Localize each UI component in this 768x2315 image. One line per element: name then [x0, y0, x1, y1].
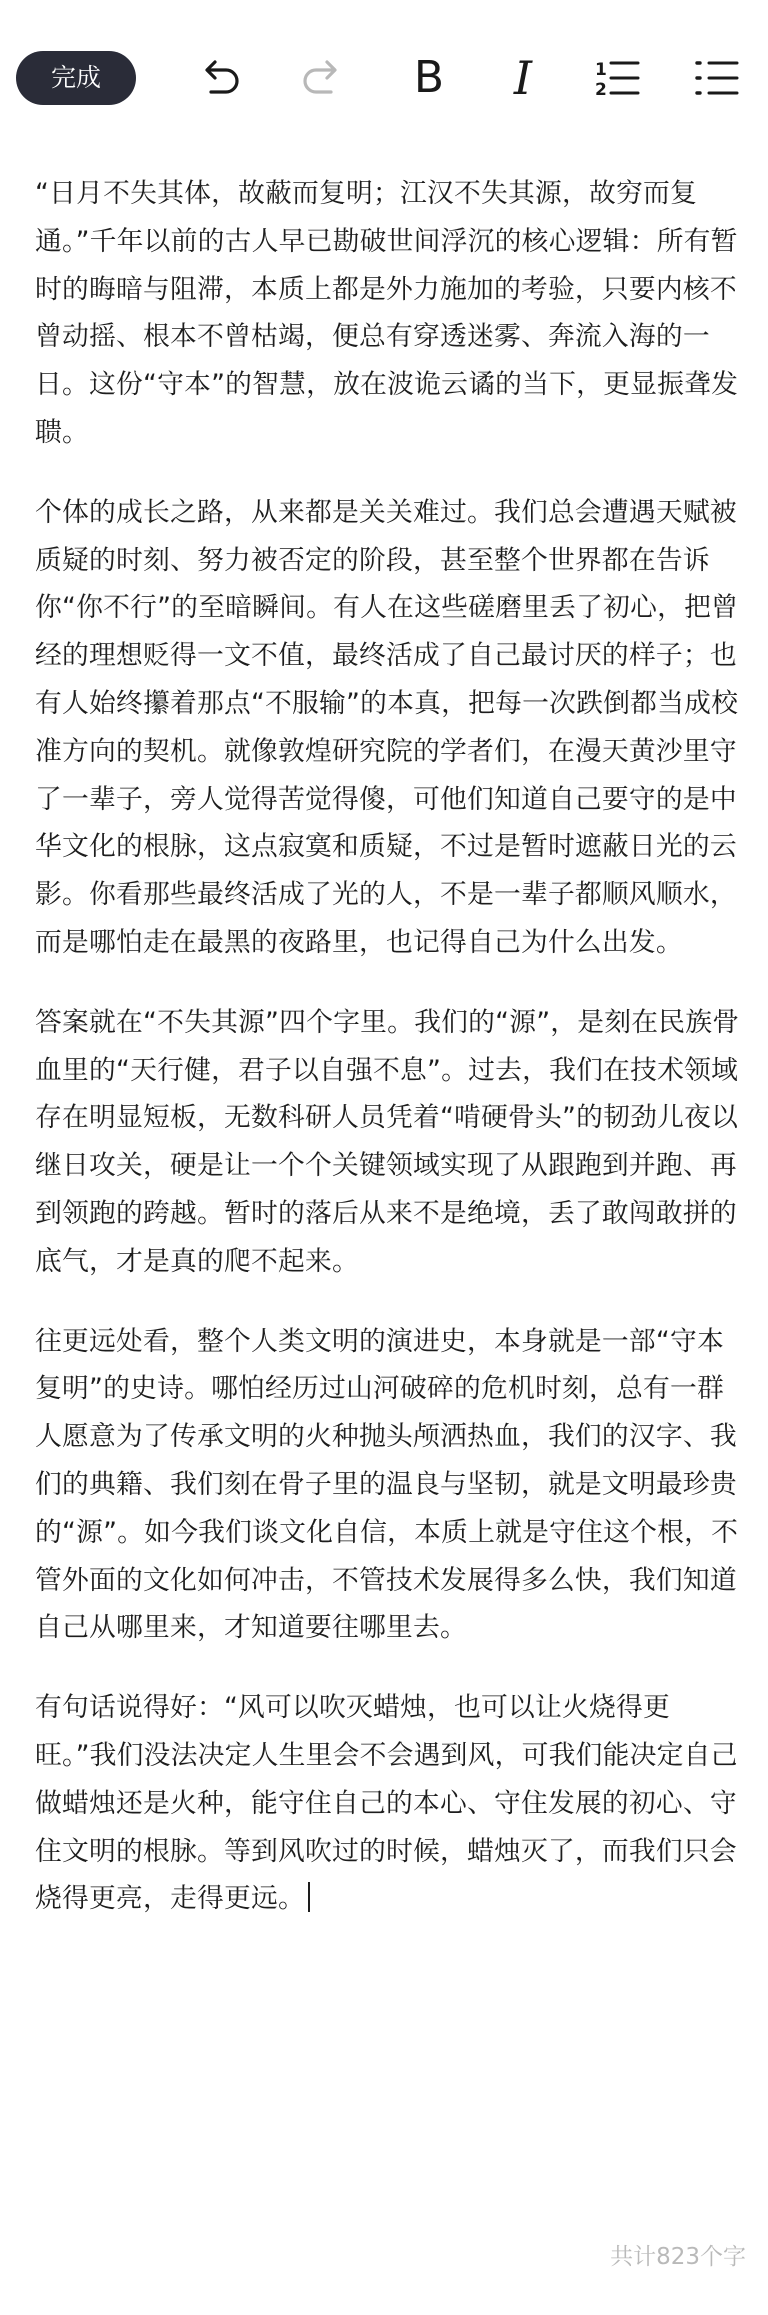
paragraph-5[interactable] [35, 1684, 747, 1923]
bold-icon: B [413, 52, 445, 103]
redo-icon [297, 56, 341, 100]
italic-button[interactable] [497, 52, 549, 104]
paragraph-1[interactable]: “日月不失其体，故蔽而复明；江汉不失其源，故穷而复通。”千年以前的古人早已勘破世间浮沉的核心逻辑：所有暂时的晦暗与阻滞，本质上都是外力施加的考验，只要内核不曾动摇、根本不曾枯竭，便总有穿透迷雾、奔流入海的一日。这份“守本”的智慧，放在波诡云谲的当下，更显振聋发聩。 [35, 178, 739, 448]
bullet-list-button[interactable] [690, 52, 742, 104]
bold-button[interactable] [403, 52, 455, 104]
word-count: 共计823个字 [610, 2244, 746, 2270]
svg-text:1: 1 [595, 60, 607, 80]
undo-icon [201, 56, 245, 100]
paragraph-4[interactable]: 往更远处看，整个人类文明的演进史，本身就是一部“守本复明”的史诗。哪怕经历过山河破碎的危机时刻，总有一群人愿意为了传承文明的火种抛头颅洒热血，我们的汉字、我们的典籍、我们刻在骨子里的温良与坚韧，就是文明最珍贵的“源”。如今我们谈文化自信，本质上就是守住这个根，不管外面的文化如何冲击，不管技术发展得多么快，我们知道自己从哪里来，才知道要往哪里去。 [35, 1325, 739, 1644]
ordered-list-icon [593, 56, 641, 100]
done-button[interactable]: 完成 [16, 51, 136, 105]
editor-toolbar [0, 0, 768, 150]
redo-button[interactable] [293, 52, 345, 104]
paragraph-5-text: 有句话说得好：“风可以吹灭蜡烛，也可以让火烧得更旺。”我们没法决定人生里会不会遇到风，可我们能决定自己做蜡烛还是火种，能守住自己的本心、守住发展的初心、守住文明的根脉。等到风吹过的时候，蜡烛灭了，而我们只会烧得更亮，走得更远。 [35, 1692, 738, 1915]
bullet-list-icon [692, 56, 740, 100]
italic-icon: I [513, 51, 533, 105]
svg-text:2: 2 [595, 80, 607, 100]
text-cursor [308, 1882, 310, 1912]
undo-button[interactable] [197, 52, 249, 104]
paragraph-2[interactable]: 个体的成长之路，从来都是关关难过。我们总会遭遇天赋被质疑的时刻、努力被否定的阶段，甚至整个世界都在告诉你“你不行”的至暗瞬间。有人在这些磋磨里丢了初心，把曾经的理想贬得一文不值，最终活成了自己最讨厌的样子；也有人始终攥着那点“不服输”的本真，把每一次跌倒都当成校准方向的契机。就像敦煌研究院的学者们，在漫天黄沙里守了一辈子，旁人觉得苦觉得傻，可他们知道自己要守的是中华文化的根脉，这点寂寞和质疑，不过是暂时遮蔽日光的云影。你看那些最终活成了光的人，不是一辈子都顺风顺水，而是哪怕走在最黑的夜路里，也记得自己为什么出发。 [35, 496, 739, 958]
document-editor[interactable] [35, 170, 747, 1955]
ordered-list-button[interactable] [591, 52, 643, 104]
paragraph-3[interactable]: 答案就在“不失其源”四个字里。我们的“源”，是刻在民族骨血里的“天行健，君子以自强不息”。过去，我们在技术领域存在明显短板，无数科研人员凭着“啃硬骨头”的韧劲儿夜以继日攻关，硬是让一个个关键领域实现了从跟跑到并跑、再到领跑的跨越。暂时的落后从来不是绝境，丢了敢闯敢拼的底气，才是真的爬不起来。 [35, 1006, 740, 1277]
